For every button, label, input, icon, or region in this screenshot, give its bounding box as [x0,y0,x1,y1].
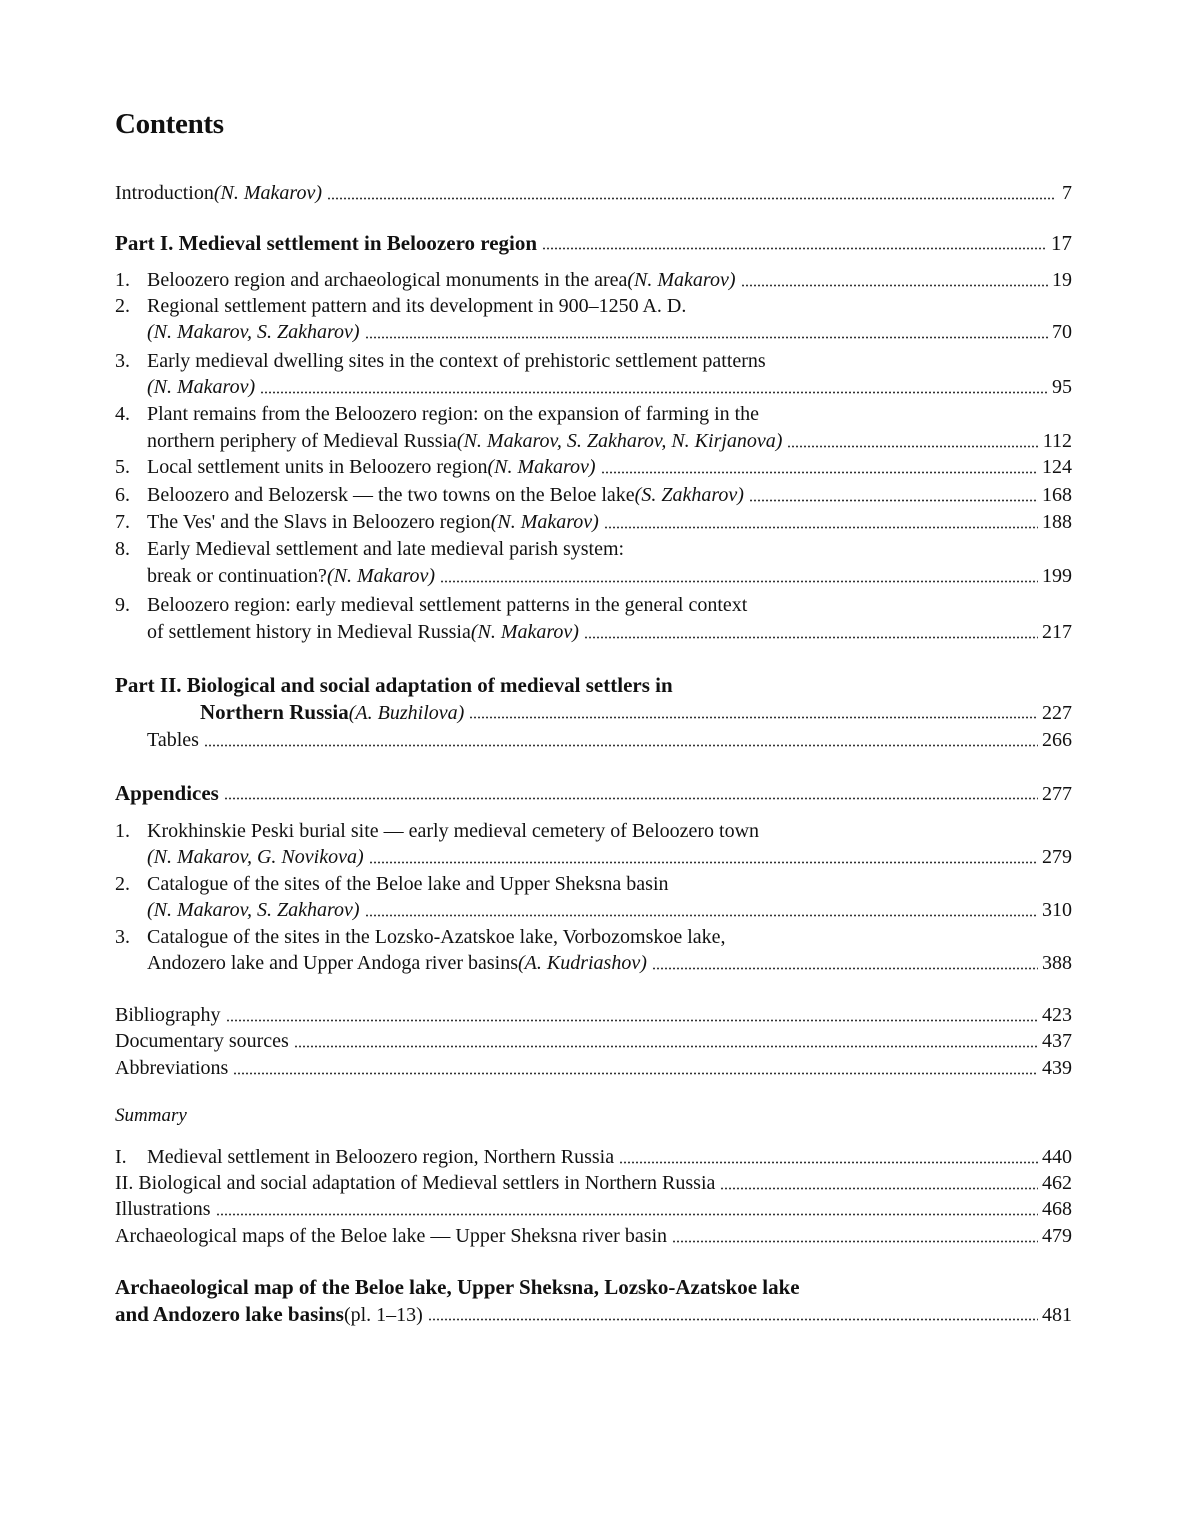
dot-leader [216,1213,1038,1216]
toc-entry-summary-1[interactable] [115,1144,1072,1170]
entry-author: (S. Zakharov) [634,484,744,506]
entry-author: (N. Makarov) [627,269,736,291]
page-number: 437 [1042,1030,1072,1052]
dot-leader [369,861,1038,864]
toc-entry-bibliography[interactable] [115,1002,1072,1028]
page-number: 388 [1042,952,1072,974]
page-number: 17 [1051,231,1072,255]
entry-number: 5. [115,456,130,478]
dot-leader [327,197,1056,200]
dot-leader [428,1318,1038,1321]
entry-title: break or continuation? [147,565,327,587]
entry-author: (N. Makarov, S. Zakharov) [147,899,360,921]
entry-author: (N. Makarov) [326,565,436,587]
toc-entry-appendices[interactable] [115,780,1072,806]
entry-title: Catalogue of the sites in the Lozsko-Azatskoe lake, Vorbozomskoe lake, [147,926,726,948]
toc-entry-chapter-4-cont[interactable] [147,428,1072,454]
entry-title: Beloozero region and archaeological monuments in the area [147,269,628,291]
entry-title: Archaeological map of the Beloe lake, Upper Sheksna, Lozsko-Azatskoe lake [115,1275,800,1299]
entry-title: of settlement history in Medieval Russia [147,621,471,643]
page-number: 188 [1042,511,1072,533]
dot-leader [260,391,1048,394]
dot-leader [720,1187,1038,1190]
toc-entry-chapter-6[interactable] [115,482,1072,508]
page-number: 19 [1052,269,1072,291]
page-number: 217 [1042,621,1072,643]
entry-plates: (pl. 1–13) [343,1304,423,1326]
dot-leader [542,247,1047,250]
page-number: 168 [1042,484,1072,506]
toc-entry-chapter-2[interactable] [115,293,1072,319]
entry-number: 7. [115,511,130,533]
page-number: 277 [1042,783,1072,805]
page-number: 266 [1042,729,1072,751]
dot-leader [365,336,1048,339]
entry-title: Documentary sources [115,1030,289,1052]
dot-leader [440,580,1038,583]
page-number: 227 [1042,702,1072,724]
toc-entry-appendix-1[interactable] [115,818,1072,844]
entry-number: 1. [115,820,130,842]
dot-leader [749,499,1038,502]
toc-entry-appendix-3-cont[interactable] [147,950,1072,976]
entry-title: Catalogue of the sites of the Beloe lake and Upper Sheksna basin [147,873,669,895]
toc-entry-illustrations[interactable] [115,1196,1072,1222]
page-number: 462 [1042,1172,1072,1194]
entry-title: Early medieval dwelling sites in the context of prehistoric settlement patterns [147,350,766,372]
toc-entry-appendix-1-cont[interactable] [147,844,1072,870]
entry-title: Bibliography [115,1004,221,1026]
toc-entry-documentary-sources[interactable] [115,1028,1072,1054]
entry-title: II. Biological and social adaptation of Medieval settlers in Northern Russia [115,1172,716,1194]
dot-leader [365,914,1038,917]
dot-leader [294,1045,1038,1048]
dot-leader [226,1019,1038,1022]
entry-number: 8. [115,538,130,560]
toc-entry-abbreviations[interactable] [115,1055,1072,1081]
page-number: 7 [1062,182,1072,204]
toc-entry-chapter-9-cont[interactable] [147,619,1072,645]
toc-entry-introduction[interactable] [115,180,1072,206]
page-number: 440 [1042,1146,1072,1168]
entry-title: Appendices [115,781,219,805]
entry-author: (N. Makarov) [213,182,322,204]
entry-author: (N. Makarov, S. Zakharov, N. Kirjanova) [456,430,783,452]
toc-entry-chapter-3-cont[interactable] [147,374,1072,400]
toc-entry-appendix-2-cont[interactable] [147,897,1072,923]
entry-title: The Ves' and the Slavs in Beloozero region [147,511,491,533]
page-number: 95 [1052,376,1072,398]
toc-entry-part-2[interactable] [115,672,1072,698]
toc-entry-chapter-3[interactable] [115,348,1072,374]
entry-title: Plant remains from the Beloozero region: on the expansion of farming in the [147,403,760,425]
entry-author: (N. Makarov) [147,376,256,398]
entry-number: 6. [115,484,130,506]
toc-entry-chapter-5[interactable] [115,454,1072,480]
toc-entry-archaeological-maps[interactable] [115,1223,1072,1249]
page-number: 279 [1042,846,1072,868]
dot-leader [224,797,1038,800]
toc-entry-chapter-7[interactable] [115,509,1072,535]
entry-author: (N. Makarov, G. Novikova) [147,846,364,868]
entry-title: Local settlement units in Beloozero region [147,456,488,478]
entry-title: Andozero lake and Upper Andoga river basins [147,952,518,974]
entry-author: (N. Makarov, S. Zakharov) [147,321,360,343]
entry-title: Introduction [115,182,214,204]
entry-title: Beloozero and Belozersk — the two towns on the Beloe lake [147,484,635,506]
dot-leader [741,284,1049,287]
entry-title: Abbreviations [115,1057,229,1079]
toc-entry-summary-2[interactable] [115,1170,1072,1196]
dot-leader [601,471,1038,474]
page-number: 423 [1042,1004,1072,1026]
entry-number: 3. [115,350,130,372]
toc-entry-chapter-2-cont[interactable] [147,319,1072,345]
entry-author: (A. Kudriashov) [518,952,647,974]
dot-leader [204,744,1038,747]
entry-author: (N. Makarov) [490,511,599,533]
entry-title: Tables [147,729,199,751]
dot-leader [469,716,1038,719]
page-number: 112 [1042,430,1072,452]
dot-leader [604,526,1038,529]
entry-author: (N. Makarov) [470,621,579,643]
entry-number: 1. [115,269,130,291]
entry-title: Regional settlement pattern and its development in 900–1250 A. D. [147,295,687,317]
toc-entry-chapter-8-cont[interactable] [147,563,1072,589]
page-title: Contents [115,108,224,140]
toc-entry-chapter-4[interactable] [115,401,1072,427]
entry-author: (N. Makarov) [487,456,596,478]
dot-leader [652,967,1038,970]
entry-number: 4. [115,403,130,425]
entry-number: I. [115,1146,127,1168]
entry-title: Illustrations [115,1198,211,1220]
toc-entry-appendix-2[interactable] [115,871,1072,897]
dot-leader [672,1240,1038,1243]
entry-title: Archaeological maps of the Beloe lake — Upper Sheksna river basin [115,1225,668,1247]
page-number: 468 [1042,1198,1072,1220]
toc-entry-part-2-cont[interactable] [200,699,1072,725]
entry-title: Medieval settlement in Beloozero region, Northern Russia [147,1146,615,1168]
dot-leader [619,1161,1038,1164]
page-number: 310 [1042,899,1072,921]
entry-title: Krokhinskie Peski burial site — early medieval cemetery of Beloozero town [147,820,760,842]
entry-title: Northern Russia [200,700,349,724]
toc-entry-chapter-8[interactable] [115,536,1072,562]
toc-entry-chapter-1[interactable] [115,267,1072,293]
entry-title: Part II. Biological and social adaptation of medieval settlers in [115,673,673,697]
toc-entry-archaeological-map[interactable] [115,1274,1072,1300]
toc-entry-chapter-9[interactable] [115,592,1072,618]
page-number: 479 [1042,1225,1072,1247]
page-number: 70 [1052,321,1072,343]
dot-leader [233,1072,1038,1075]
toc-entry-tables[interactable] [147,727,1072,753]
entry-title: and Andozero lake basins [115,1302,344,1326]
entry-number: 2. [115,873,130,895]
entry-title: Beloozero region: early medieval settlement patterns in the general context [147,594,748,616]
entry-title: Early Medieval settlement and late medieval parish system: [147,538,625,560]
toc-entry-part-1[interactable] [115,230,1072,256]
page-number: 481 [1042,1304,1072,1326]
entry-author: (A. Buzhilova) [348,702,465,724]
entry-title: northern periphery of Medieval Russia [147,430,457,452]
dot-leader [787,445,1038,448]
entry-number: 9. [115,594,130,616]
dot-leader [584,636,1038,639]
page-number: 199 [1042,565,1072,587]
entry-number: 3. [115,926,130,948]
page-number: 124 [1042,456,1072,478]
entry-title: Part I. Medieval settlement in Beloozero region [115,231,538,255]
entry-number: 2. [115,295,130,317]
toc-entry-archaeological-map-cont[interactable] [115,1301,1072,1327]
page-number: 439 [1042,1057,1072,1079]
toc-entry-appendix-3[interactable] [115,924,1072,950]
summary-heading: Summary [115,1105,187,1126]
